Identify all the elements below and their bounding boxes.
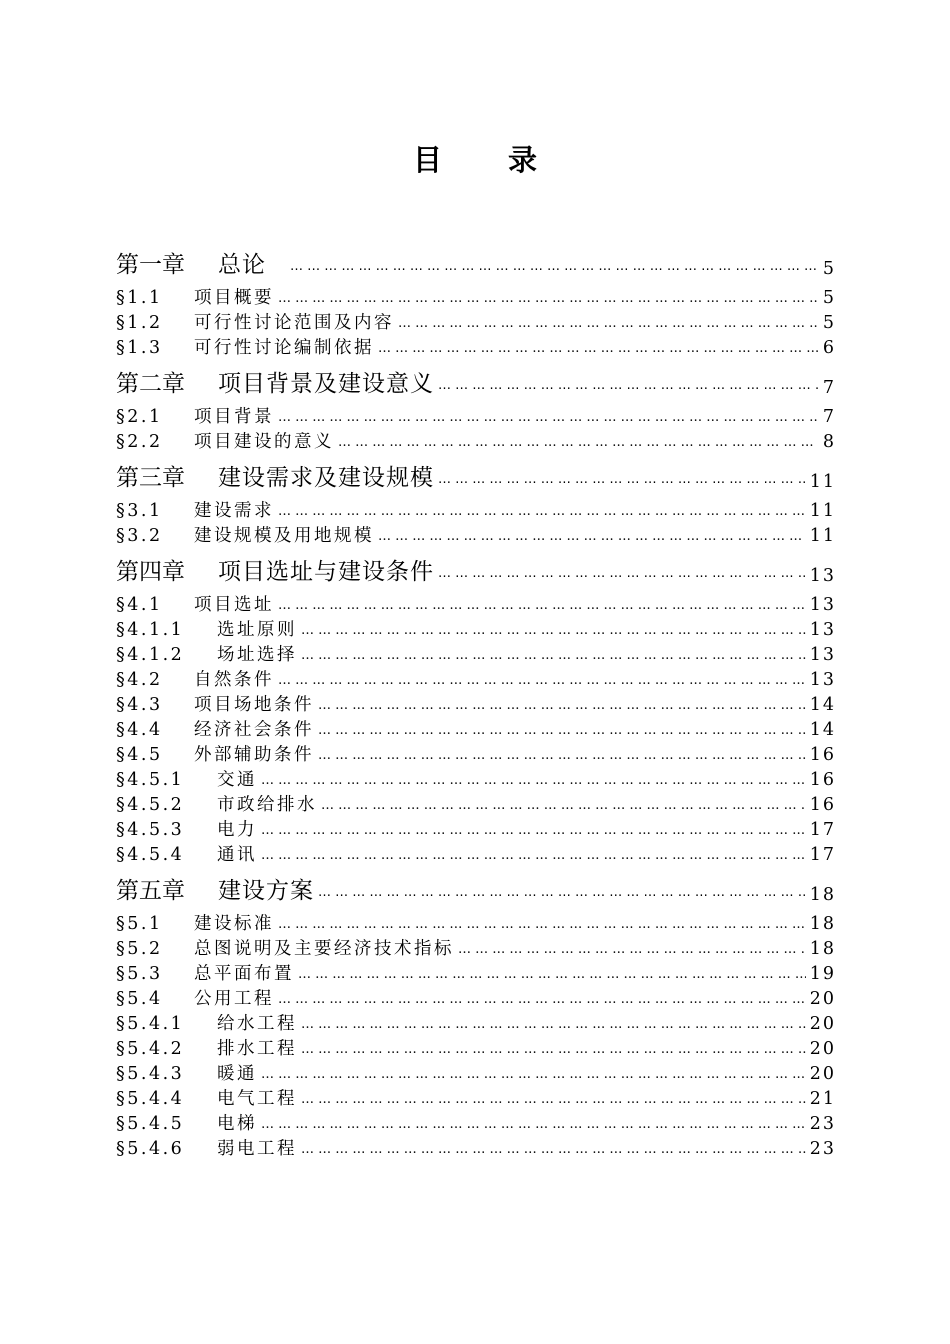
toc-entry-number: §3.2 <box>116 526 163 546</box>
toc-section-entry[interactable] <box>116 522 836 547</box>
toc-section-entry[interactable] <box>116 1135 836 1160</box>
toc-entry-number: §3.1 <box>116 501 163 521</box>
dot-leader <box>261 1068 806 1085</box>
toc-chapter-entry[interactable] <box>116 248 836 284</box>
toc-section-entry[interactable] <box>116 428 836 453</box>
toc-section-entry[interactable] <box>116 766 836 791</box>
toc-entry-page-number: 21 <box>809 1089 836 1109</box>
toc-entry-page-number: 5 <box>822 259 836 279</box>
toc-chapter-entry[interactable] <box>116 453 836 497</box>
toc-entry-number: §4.5.3 <box>116 820 185 840</box>
toc-entry-page-number: 18 <box>809 914 836 934</box>
toc-entry-page-number: 18 <box>809 885 836 905</box>
toc-entry-number: §1.2 <box>116 313 163 333</box>
dot-leader <box>438 379 819 398</box>
toc-entry-page-number: 17 <box>809 820 836 840</box>
toc-entry-number: §1.3 <box>116 338 163 358</box>
dot-leader <box>318 724 806 741</box>
toc-entry-number: §2.1 <box>116 407 163 427</box>
toc-entry-page-number: 11 <box>809 501 836 521</box>
toc-entry-label: 选址原则 <box>217 620 297 640</box>
toc-entry-label: 建设需求 <box>194 501 274 521</box>
toc-entry-page-number: 13 <box>809 566 836 586</box>
toc-section-entry[interactable] <box>116 816 836 841</box>
toc-entry-number: §5.4.1 <box>116 1014 185 1034</box>
dot-leader <box>338 436 819 453</box>
dot-leader <box>301 1043 806 1060</box>
dot-leader <box>278 292 819 309</box>
toc-entry-page-number: 18 <box>809 939 836 959</box>
toc-entry-page-number: 20 <box>809 989 836 1009</box>
dot-leader <box>278 599 806 616</box>
dot-leader <box>261 849 806 866</box>
toc-entry-number: §5.4 <box>116 989 163 1009</box>
toc-entry-number: §4.1 <box>116 595 163 615</box>
dot-leader <box>278 505 806 522</box>
dot-leader <box>301 1143 806 1160</box>
toc-entry-label: 公用工程 <box>194 989 274 1009</box>
toc-chapter-entry[interactable] <box>116 547 836 591</box>
toc-entry-page-number: 6 <box>822 338 836 358</box>
dot-leader <box>378 342 819 359</box>
toc-entry-number: 第五章 <box>116 878 185 904</box>
table-of-contents <box>116 248 836 1160</box>
toc-entry-number: §4.5 <box>116 745 163 765</box>
toc-entry-number: §4.3 <box>116 695 163 715</box>
toc-entry-page-number: 14 <box>809 720 836 740</box>
toc-chapter-entry[interactable] <box>116 866 836 910</box>
toc-section-entry[interactable] <box>116 666 836 691</box>
toc-section-entry[interactable] <box>116 960 836 985</box>
toc-entry-number: §5.3 <box>116 964 163 984</box>
toc-section-entry[interactable] <box>116 716 836 741</box>
dot-leader <box>278 993 806 1010</box>
toc-entry-label: 自然条件 <box>194 670 274 690</box>
dot-leader <box>378 530 806 547</box>
toc-entry-label: 可行性讨论范围及内容 <box>194 313 394 333</box>
toc-entry-page-number: 23 <box>809 1139 836 1159</box>
toc-entry-page-number: 5 <box>822 288 836 308</box>
toc-entry-page-number: 13 <box>809 595 836 615</box>
toc-section-entry[interactable] <box>116 1035 836 1060</box>
dot-leader <box>301 624 806 641</box>
toc-entry-number: §4.5.2 <box>116 795 185 815</box>
toc-entry-label: 外部辅助条件 <box>194 745 314 765</box>
toc-section-entry[interactable] <box>116 284 836 309</box>
toc-entry-page-number: 16 <box>809 770 836 790</box>
dot-leader <box>261 1118 806 1135</box>
toc-entry-label: 市政给排水 <box>217 795 317 815</box>
dot-leader <box>321 799 806 816</box>
toc-entry-number: §1.1 <box>116 288 163 308</box>
dot-leader <box>318 749 806 766</box>
toc-entry-label: 电气工程 <box>217 1089 297 1109</box>
dot-leader <box>301 649 806 666</box>
dot-leader <box>301 1093 806 1110</box>
toc-entry-number: §5.4.2 <box>116 1039 185 1059</box>
toc-section-entry[interactable] <box>116 985 836 1010</box>
toc-section-entry[interactable] <box>116 841 836 866</box>
toc-entry-page-number: 8 <box>822 432 836 452</box>
toc-section-entry[interactable] <box>116 497 836 522</box>
toc-entry-label: 建设方案 <box>218 878 314 904</box>
toc-entry-label: 交通 <box>217 770 257 790</box>
toc-entry-label: 暖通 <box>217 1064 257 1084</box>
toc-section-entry[interactable] <box>116 791 836 816</box>
toc-entry-label: 项目概要 <box>194 288 274 308</box>
toc-entry-page-number: 20 <box>809 1064 836 1084</box>
toc-entry-number: §5.4.3 <box>116 1064 185 1084</box>
toc-entry-label: 项目场地条件 <box>194 695 314 715</box>
toc-entry-label: 场址选择 <box>217 645 297 665</box>
toc-section-entry[interactable] <box>116 910 836 935</box>
toc-section-entry[interactable] <box>116 1085 836 1110</box>
toc-entry-number: 第三章 <box>116 465 185 491</box>
toc-entry-number: 第四章 <box>116 559 185 585</box>
toc-entry-number: 第一章 <box>116 252 185 278</box>
toc-entry-label: 电梯 <box>217 1114 257 1134</box>
dot-leader <box>301 1018 806 1035</box>
dot-leader <box>438 473 806 492</box>
toc-entry-number: §4.5.1 <box>116 770 185 790</box>
toc-section-entry[interactable] <box>116 616 836 641</box>
toc-section-entry[interactable] <box>116 309 836 334</box>
toc-entry-label: 建设需求及建设规模 <box>218 465 434 491</box>
toc-entry-number: §5.2 <box>116 939 163 959</box>
toc-section-entry[interactable] <box>116 1060 836 1085</box>
toc-entry-number: §5.4.6 <box>116 1139 185 1159</box>
toc-entry-label: 通讯 <box>217 845 257 865</box>
toc-entry-page-number: 20 <box>809 1039 836 1059</box>
dot-leader <box>458 943 806 960</box>
toc-section-entry[interactable] <box>116 935 836 960</box>
toc-section-entry[interactable] <box>116 691 836 716</box>
toc-entry-label: 经济社会条件 <box>194 720 314 740</box>
toc-entry-page-number: 13 <box>809 620 836 640</box>
dot-leader <box>261 774 806 791</box>
toc-entry-label: 弱电工程 <box>217 1139 297 1159</box>
toc-entry-number: §5.4.5 <box>116 1114 185 1134</box>
toc-entry-label: 总平面布置 <box>194 964 294 984</box>
toc-entry-number: §2.2 <box>116 432 163 452</box>
dot-leader <box>438 567 806 586</box>
toc-entry-label: 项目选址 <box>194 595 274 615</box>
toc-entry-label: 项目建设的意义 <box>194 432 334 452</box>
toc-entry-label: 电力 <box>217 820 257 840</box>
toc-entry-page-number: 7 <box>822 378 836 398</box>
toc-entry-page-number: 16 <box>809 795 836 815</box>
toc-entry-number: §4.5.4 <box>116 845 185 865</box>
toc-entry-label: 项目背景及建设意义 <box>218 371 434 397</box>
dot-leader <box>290 260 819 279</box>
toc-entry-page-number: 11 <box>809 472 836 492</box>
toc-section-entry[interactable] <box>116 591 836 616</box>
toc-section-entry[interactable] <box>116 741 836 766</box>
dot-leader <box>318 886 806 905</box>
toc-entry-number: §4.2 <box>116 670 163 690</box>
toc-entry-label: 建设规模及用地规模 <box>194 526 374 546</box>
toc-entry-page-number: 13 <box>809 670 836 690</box>
dot-leader <box>278 411 819 428</box>
toc-entry-page-number: 13 <box>809 645 836 665</box>
toc-entry-page-number: 23 <box>809 1114 836 1134</box>
toc-entry-label: 项目背景 <box>194 407 274 427</box>
toc-entry-number: §5.1 <box>116 914 163 934</box>
toc-entry-number: §4.4 <box>116 720 163 740</box>
dot-leader <box>398 317 819 334</box>
toc-entry-label: 总论 <box>218 252 266 278</box>
toc-entry-page-number: 19 <box>809 964 836 984</box>
toc-entry-page-number: 7 <box>822 407 836 427</box>
toc-entry-page-number: 11 <box>809 526 836 546</box>
toc-entry-number: §4.1.2 <box>116 645 185 665</box>
toc-chapter-entry[interactable] <box>116 359 836 403</box>
toc-entry-page-number: 5 <box>822 313 836 333</box>
dot-leader <box>278 918 806 935</box>
toc-entry-label: 建设标准 <box>194 914 274 934</box>
toc-entry-label: 排水工程 <box>217 1039 297 1059</box>
toc-entry-label: 项目选址与建设条件 <box>218 559 434 585</box>
toc-title: 目 录 <box>412 143 566 177</box>
toc-section-entry[interactable] <box>116 641 836 666</box>
toc-entry-page-number: 17 <box>809 845 836 865</box>
toc-section-entry[interactable] <box>116 1110 836 1135</box>
dot-leader <box>298 968 806 985</box>
toc-entry-number: 第二章 <box>116 371 185 397</box>
toc-entry-number: §4.1.1 <box>116 620 185 640</box>
toc-section-entry[interactable] <box>116 334 836 359</box>
toc-entry-number: §5.4.4 <box>116 1089 185 1109</box>
toc-section-entry[interactable] <box>116 1010 836 1035</box>
dot-leader <box>318 699 806 716</box>
toc-entry-label: 可行性讨论编制依据 <box>194 338 374 358</box>
toc-entry-page-number: 16 <box>809 745 836 765</box>
toc-entry-label: 给水工程 <box>217 1014 297 1034</box>
dot-leader <box>261 824 806 841</box>
toc-section-entry[interactable] <box>116 403 836 428</box>
toc-entry-label: 总图说明及主要经济技术指标 <box>194 939 454 959</box>
toc-entry-page-number: 14 <box>809 695 836 715</box>
toc-entry-page-number: 20 <box>809 1014 836 1034</box>
dot-leader <box>278 674 806 691</box>
